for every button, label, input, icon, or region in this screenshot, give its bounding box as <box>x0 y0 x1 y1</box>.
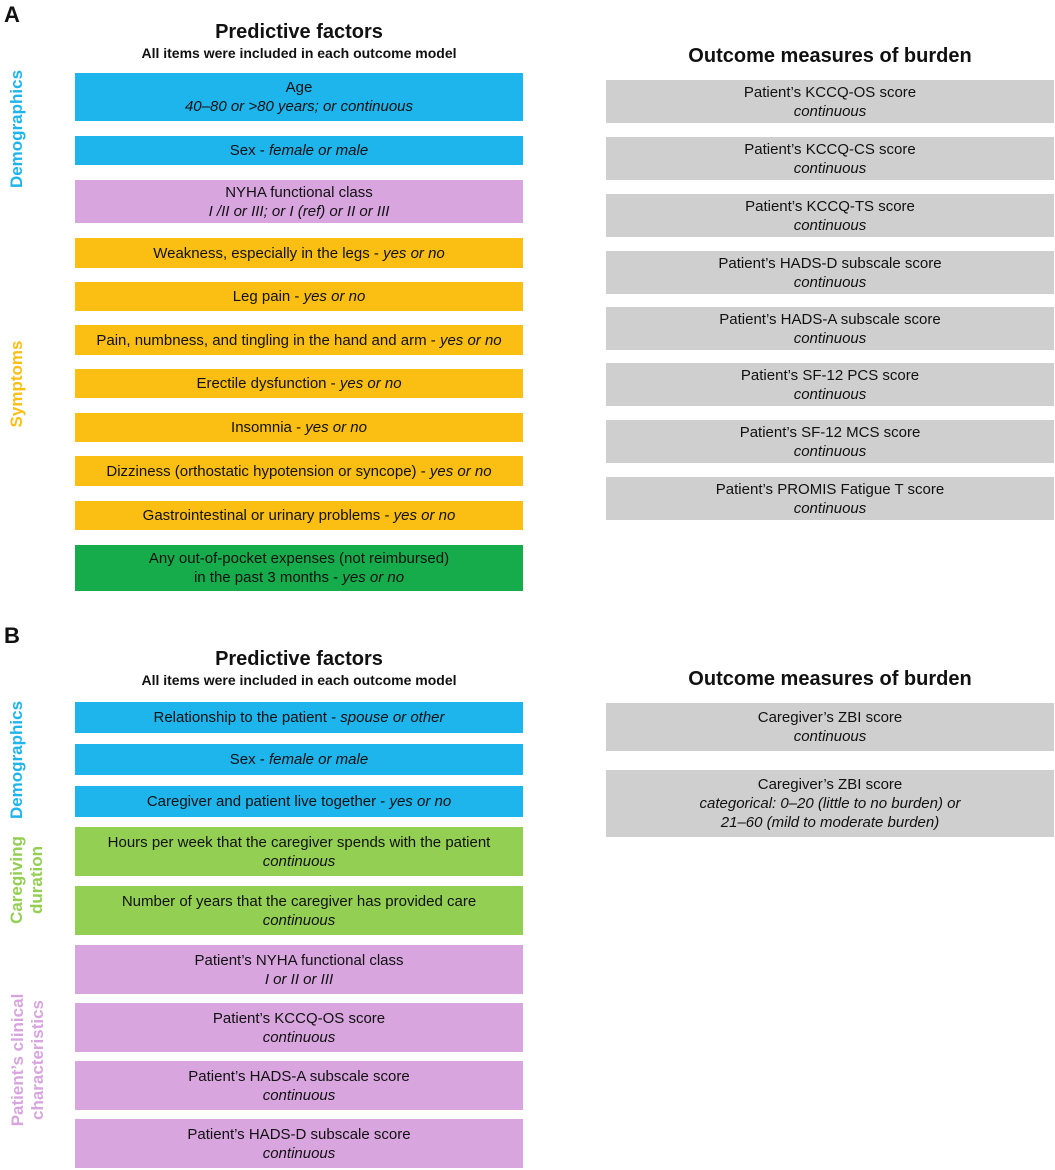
factor-label: Any out-of-pocket expenses (not reimbursed) <box>148 550 450 567</box>
factor-patient-kccq-os <box>75 1003 523 1052</box>
outcome-kccq-os <box>606 80 1054 123</box>
panel-a-outcome-title: Outcome measures of burden <box>688 45 972 67</box>
outcome-label: Caregiver’s ZBI score <box>757 776 903 793</box>
outcome-type: continuous <box>793 385 867 403</box>
factor-label: Age <box>285 79 313 96</box>
factor-label: Insomnia - yes or no <box>231 419 367 436</box>
side-label-line: Patient’s clinical <box>8 993 27 1127</box>
outcome-type: continuous <box>793 329 867 347</box>
factor-values: in the past 3 months - yes or no <box>193 569 405 586</box>
factor-years-of-care <box>75 886 523 935</box>
factor-values: I /II or III; or I (ref) or II or III <box>208 202 390 220</box>
side-label-line: characteristics <box>28 999 47 1121</box>
outcome-label: Caregiver’s ZBI score <box>757 709 903 726</box>
outcome-zbi-categorical <box>606 770 1054 837</box>
factor-values: continuous <box>262 1086 336 1104</box>
factor-nyha-class <box>75 180 523 223</box>
factor-label: Weakness, especially in the legs - yes or no <box>153 244 445 262</box>
panel-a-predictive-title: Predictive factors <box>215 21 383 43</box>
outcome-type: continuous <box>793 102 867 120</box>
factor-insomnia <box>75 413 523 442</box>
outcome-type: continuous <box>793 499 867 517</box>
factor-values: continuous <box>262 852 336 870</box>
outcome-label: Patient’s SF-12 PCS score <box>740 366 920 384</box>
panel-b-outcome-title: Outcome measures of burden <box>688 668 972 690</box>
factor-label: Pain, numbness, and tingling in the hand and arm - yes or no <box>96 331 502 349</box>
panel-b-predictive-subtitle: All items were included in each outcome model <box>141 672 457 688</box>
factor-patient-hads-d <box>75 1119 523 1168</box>
factor-dizziness <box>75 456 523 486</box>
factor-patient-hads-a <box>75 1061 523 1110</box>
factor-label: Patient’s HADS-A subscale score <box>188 1067 410 1085</box>
outcome-label: Patient’s HADS-A subscale score <box>719 310 941 328</box>
outcome-label: Patient’s PROMIS Fatigue T score <box>715 480 945 498</box>
outcome-type: categorical: 0–20 (little to no burden) or <box>699 795 961 812</box>
outcome-type: continuous <box>793 159 867 177</box>
factor-out-of-pocket <box>75 545 523 591</box>
outcome-kccq-ts <box>606 194 1054 237</box>
side-label-line: duration <box>27 846 46 915</box>
panel-a-label-symptoms: Symptoms <box>7 340 26 428</box>
factor-patient-nyha <box>75 945 523 994</box>
outcome-hads-a <box>606 307 1054 350</box>
outcome-type: continuous <box>793 728 867 745</box>
factor-hand-arm-pain <box>75 325 523 355</box>
factor-age <box>75 73 523 121</box>
factor-label: Patient’s KCCQ-OS score <box>212 1009 386 1027</box>
factor-erectile-dysfunction <box>75 369 523 398</box>
panel-b-predictive-title: Predictive factors <box>215 648 383 670</box>
factor-label: Sex - female or male <box>229 142 369 159</box>
outcome-sf12-pcs <box>606 363 1054 406</box>
panel-b-label-clinical <box>8 994 48 1127</box>
factor-relationship <box>75 702 523 733</box>
panel-b-letter: B <box>4 623 20 648</box>
factor-label: Sex - female or male <box>229 751 369 768</box>
factor-sex <box>75 136 523 165</box>
factor-label: Leg pain - yes or no <box>232 288 366 305</box>
panel-b-label-caregiving-duration <box>7 836 47 924</box>
factor-live-together <box>75 786 523 817</box>
factor-label: Dizziness (orthostatic hypotension or syncope) - yes or no <box>106 462 492 480</box>
outcome-label: Patient’s KCCQ-TS score <box>745 197 915 215</box>
factor-label: Caregiver and patient live together - yes or no <box>146 793 452 810</box>
panel-b-predictive-heading <box>75 648 523 688</box>
factor-caregiver-sex <box>75 744 523 775</box>
factor-label: Gastrointestinal or urinary problems - yes or no <box>142 507 456 524</box>
side-label-line: Caregiving <box>7 836 26 924</box>
factor-label: Patient’s HADS-D subscale score <box>187 1125 411 1143</box>
panel-a-label-demographics: Demographics <box>7 69 26 189</box>
factor-values: continuous <box>262 1028 336 1046</box>
outcome-label: Patient’s KCCQ-CS score <box>744 140 916 158</box>
factor-label: Erectile dysfunction - yes or no <box>196 375 402 392</box>
factor-values: I or II or III <box>264 970 334 988</box>
factor-label: Number of years that the caregiver has provided care <box>121 892 477 910</box>
factor-label: Relationship to the patient - spouse or other <box>153 709 445 726</box>
outcome-label: Patient’s HADS-D subscale score <box>718 254 942 272</box>
outcome-kccq-cs <box>606 137 1054 180</box>
factor-label: Patient’s NYHA functional class <box>194 951 404 969</box>
factor-values: 40–80 or >80 years; or continuous <box>184 98 414 115</box>
outcome-hads-d <box>606 251 1054 294</box>
factor-label: NYHA functional class <box>225 183 373 201</box>
factor-gi-urinary <box>75 501 523 530</box>
panel-a-predictive-heading <box>75 21 523 61</box>
factor-values: continuous <box>262 911 336 929</box>
factor-values: continuous <box>262 1144 336 1162</box>
factor-leg-pain <box>75 282 523 311</box>
outcome-sf12-mcs <box>606 420 1054 463</box>
outcome-promis-fatigue <box>606 477 1054 520</box>
outcome-type: continuous <box>793 216 867 234</box>
panel-a-letter: A <box>4 2 20 27</box>
panel-b-label-demographics: Demographics <box>7 700 26 820</box>
outcome-label: Patient’s SF-12 MCS score <box>739 423 921 441</box>
factor-weakness <box>75 238 523 268</box>
outcome-label: Patient’s KCCQ-OS score <box>743 83 917 101</box>
outcome-type: 21–60 (mild to moderate burden) <box>720 814 940 831</box>
outcome-zbi-continuous <box>606 703 1054 751</box>
factor-hours-per-week <box>75 827 523 876</box>
outcome-type: continuous <box>793 442 867 460</box>
panel-a-predictive-subtitle: All items were included in each outcome model <box>141 45 457 61</box>
outcome-type: continuous <box>793 273 867 291</box>
factor-label: Hours per week that the caregiver spends with the patient <box>107 833 491 851</box>
